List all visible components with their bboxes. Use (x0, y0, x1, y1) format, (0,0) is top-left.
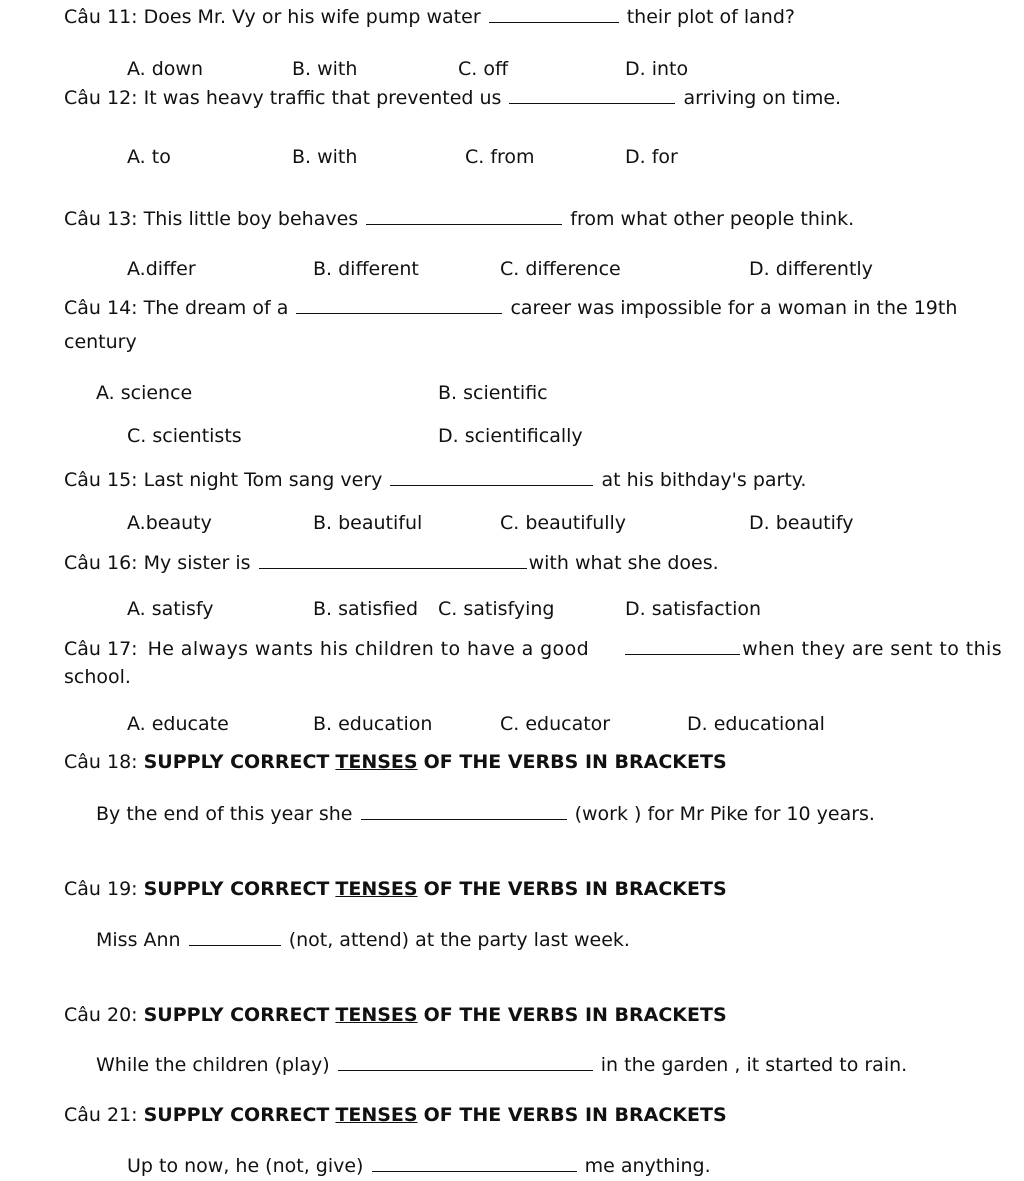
option-d: D. beautify (749, 512, 854, 534)
question-15: Câu 15: Last night Tom sang very at his bithday's party. (64, 469, 807, 491)
option-c: C. off (458, 58, 509, 80)
answer-blank[interactable] (489, 21, 619, 23)
question-20-heading: Câu 20: SUPPLY CORRECT TENSES OF THE VERBS IN BRACKETS (64, 1004, 727, 1026)
question-14: Câu 14: The dream of a career was impossible for a woman in the 19th (64, 297, 958, 319)
question-13: Câu 13: This little boy behaves from what other people think. (64, 208, 855, 230)
question-17: Câu 17: He always wants his children to have a good when they are sent to this (64, 638, 1002, 660)
option-a: A. science (96, 382, 193, 404)
question-14-cont: century (64, 331, 137, 353)
option-b: B. with (292, 58, 358, 80)
answer-blank[interactable] (372, 1170, 577, 1172)
answer-blank[interactable] (390, 484, 593, 486)
question-12: Câu 12: It was heavy traffic that prevented us arriving on time. (64, 87, 842, 109)
question-18: By the end of this year she (work ) for Mr Pike for 10 years. (96, 803, 875, 825)
option-a: A.beauty (127, 512, 212, 534)
option-c: C. scientists (127, 425, 242, 447)
option-b: B. beautiful (313, 512, 423, 534)
option-d: D. satisfaction (625, 598, 762, 620)
option-a: A. educate (127, 713, 229, 735)
question-19: Miss Ann (not, attend) at the party last week. (96, 929, 630, 951)
answer-blank[interactable] (366, 223, 562, 225)
answer-blank[interactable] (296, 312, 502, 314)
question-18-heading: Câu 18: SUPPLY CORRECT TENSES OF THE VERBS IN BRACKETS (64, 751, 727, 773)
option-c: C. educator (500, 713, 611, 735)
answer-blank[interactable] (509, 102, 675, 104)
option-a: A. satisfy (127, 598, 214, 620)
option-b: B. satisfied (313, 598, 419, 620)
option-c: C. beautifully (500, 512, 627, 534)
option-b: B. education (313, 713, 433, 735)
option-b: B. with (292, 146, 358, 168)
question-21-heading: Câu 21: SUPPLY CORRECT TENSES OF THE VERBS IN BRACKETS (64, 1104, 727, 1126)
answer-blank[interactable] (625, 653, 740, 655)
option-c: C. from (465, 146, 535, 168)
option-c: C. satisfying (438, 598, 555, 620)
question-21: Up to now, he (not, give) me anything. (127, 1155, 711, 1177)
answer-blank[interactable] (189, 944, 281, 946)
question-16: Câu 16: My sister is with what she does. (64, 552, 719, 574)
option-d: D. differently (749, 258, 873, 280)
question-19-heading: Câu 19: SUPPLY CORRECT TENSES OF THE VERBS IN BRACKETS (64, 878, 727, 900)
question-20: While the children (play) in the garden , it started to rain. (96, 1054, 908, 1076)
option-d: D. educational (687, 713, 825, 735)
option-a: A.differ (127, 258, 196, 280)
option-c: C. difference (500, 258, 621, 280)
option-a: A. down (127, 58, 204, 80)
answer-blank[interactable] (259, 567, 527, 569)
option-b: B. scientific (438, 382, 548, 404)
option-d: D. for (625, 146, 678, 168)
answer-blank[interactable] (338, 1069, 593, 1071)
question-17-cont: school. (64, 666, 131, 688)
option-d: D. into (625, 58, 689, 80)
answer-blank[interactable] (361, 818, 567, 820)
option-d: D. scientifically (438, 425, 583, 447)
option-b: B. different (313, 258, 419, 280)
option-a: A. to (127, 146, 171, 168)
question-11: Câu 11: Does Mr. Vy or his wife pump water their plot of land? (64, 6, 795, 28)
